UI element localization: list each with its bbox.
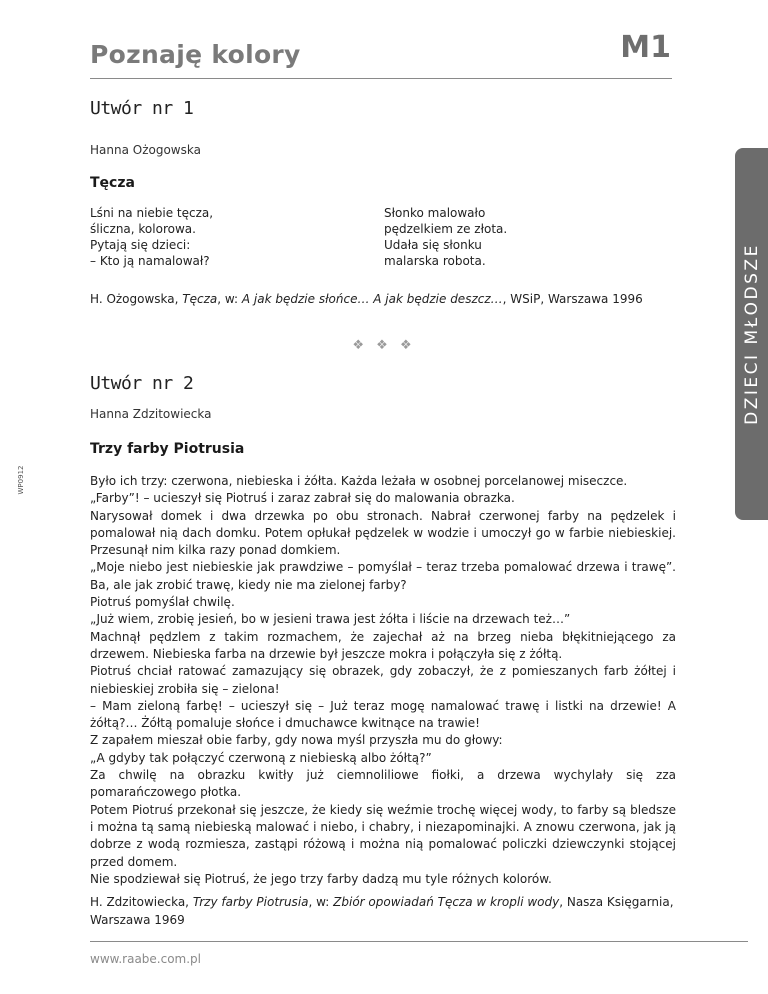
citation-sep: , w: xyxy=(308,895,334,909)
citation-publisher: , Nasza Księgarnia, Warszawa 1969 xyxy=(90,895,674,927)
story-paragraph: Piotruś chciał ratować zamazujący się obrazek, gdy zobaczył, że z pomieszanych farb żółtej i niebieskiej zrobiła się – zielona! xyxy=(90,664,676,696)
side-code-label: WP0912 xyxy=(17,465,25,495)
citation-work: Trzy farby Piotrusia xyxy=(192,895,309,909)
work2-heading: Utwór nr 2 xyxy=(90,373,194,394)
citation-book: A jak będzie słońce… A jak będzie deszcz… xyxy=(241,292,503,306)
side-tab-label: DZIECI MŁODSZE xyxy=(741,243,762,425)
header-divider xyxy=(90,78,672,79)
verse-line: Słonko malowało xyxy=(384,206,486,220)
page-title: Poznaję kolory xyxy=(90,40,301,69)
verse-line: – Kto ją namalował? xyxy=(90,254,210,268)
work1-title: Tęcza xyxy=(90,175,135,191)
story-paragraph: „Farby”! – ucieszył się Piotruś i zaraz zabrał się do malowania obrazka. xyxy=(90,491,515,506)
verse-line: malarska robota. xyxy=(384,254,486,268)
story-paragraph: – Mam zieloną farbę! – ucieszył się – Już teraz mogę namalować trawę i listki na drzewie! A żółtą?… Żółtą pomaluje słońce i dmuchawce kwitnące na trawie! xyxy=(90,698,676,731)
footer-url: www.raabe.com.pl xyxy=(90,952,202,966)
stanza-right xyxy=(384,205,507,269)
citation-author: H. Ożogowska, xyxy=(90,292,183,306)
module-code: M1 xyxy=(620,30,671,65)
citation-author: H. Zdzitowiecka, xyxy=(90,895,193,909)
work1-author: Hanna Ożogowska xyxy=(90,143,201,157)
verse-line: Udała się słonku xyxy=(384,238,482,252)
citation-work: Tęcza xyxy=(182,292,218,306)
work1-heading: Utwór nr 1 xyxy=(90,98,194,119)
story-paragraph: Było ich trzy: czerwona, niebieska i żółta. Każda leżała w osobnej porcelanowej miseczce. xyxy=(90,474,628,488)
footer-divider xyxy=(90,941,748,942)
story-text xyxy=(90,473,676,888)
verse-line: Pytają się dzieci: xyxy=(90,238,191,252)
story-paragraph: Nie spodziewał się Piotruś, że jego trzy farby dadzą mu tyle różnych kolorów. xyxy=(90,871,552,886)
story-paragraph: Za chwilę na obrazku kwitły już ciemnoliliowe fiołki, a drzewa wychylały się zza pomarańczowego płotka. xyxy=(90,768,676,800)
story-paragraph: Z zapałem mieszał obie farby, gdy nowa myśl przyszła mu do głowy: xyxy=(90,733,503,748)
stanza-left xyxy=(90,205,213,269)
verse-line: pędzelkiem ze złota. xyxy=(384,222,508,236)
citation-sep: , w: xyxy=(217,292,242,306)
story-paragraph: „A gdyby tak połączyć czerwoną z niebieską albo żółtą?” xyxy=(90,750,432,765)
verse-line: śliczna, kolorowa. xyxy=(90,222,196,236)
verse-line: Lśni na niebie tęcza, xyxy=(90,206,214,220)
side-tab xyxy=(735,148,768,520)
citation-book: Zbiór opowiadań Tęcza w kropli wody xyxy=(333,895,560,909)
story-paragraph: Machnął pędzlem z takim rozmachem, że zajechał aż na brzeg nieba błękitniejącego za drzewem. Niebieska farba na drzewie był jeszcze mokra i połączyła się z żółtą. xyxy=(90,629,676,661)
side-code xyxy=(6,460,36,500)
story-paragraph: „Moje niebo jest niebieskie jak prawdziwe – pomyślał – teraz trzeba pomalować drzewa i trawę”. Ba, ale jak zrobić trawę, kiedy nie ma zielonej farby? xyxy=(90,560,676,592)
work2-author: Hanna Zdzitowiecka xyxy=(90,407,212,421)
work2-title: Trzy farby Piotrusia xyxy=(90,441,245,457)
section-divider: ❖ ❖ ❖ xyxy=(352,338,416,353)
story-paragraph: Potem Piotruś przekonał się jeszcze, że kiedy się weźmie trochę więcej wody, to farby są bledsze i można tą samą niebieską malować i niebo, i chabry, i niezapominajki. A znowu czerwona, jak ją dobrze z wodą rozmiesza, zastąpi różową i można nią pomalować policzki dziewczynki stojącej przed domem. xyxy=(90,802,676,869)
citation-publisher: , WSiP, Warszawa 1996 xyxy=(502,292,643,306)
work1-citation xyxy=(90,290,676,308)
story-paragraph: Piotruś pomyślał chwilę. xyxy=(90,595,235,610)
story-paragraph: „Już wiem, zrobię jesień, bo w jesieni trawa jest żółta i liście na drzewach też…” xyxy=(90,612,571,627)
story-paragraph: Narysował domek i dwa drzewka po obu stronach. Nabrał czerwonej farby na pędzelek i pomalował nią dach domku. Potem opłukał pędzelek w wodzie i umoczył go w farbie niebieskiej. Przesunął nim kilka razy ponad domkiem. xyxy=(90,508,676,558)
work2-citation xyxy=(90,893,676,929)
